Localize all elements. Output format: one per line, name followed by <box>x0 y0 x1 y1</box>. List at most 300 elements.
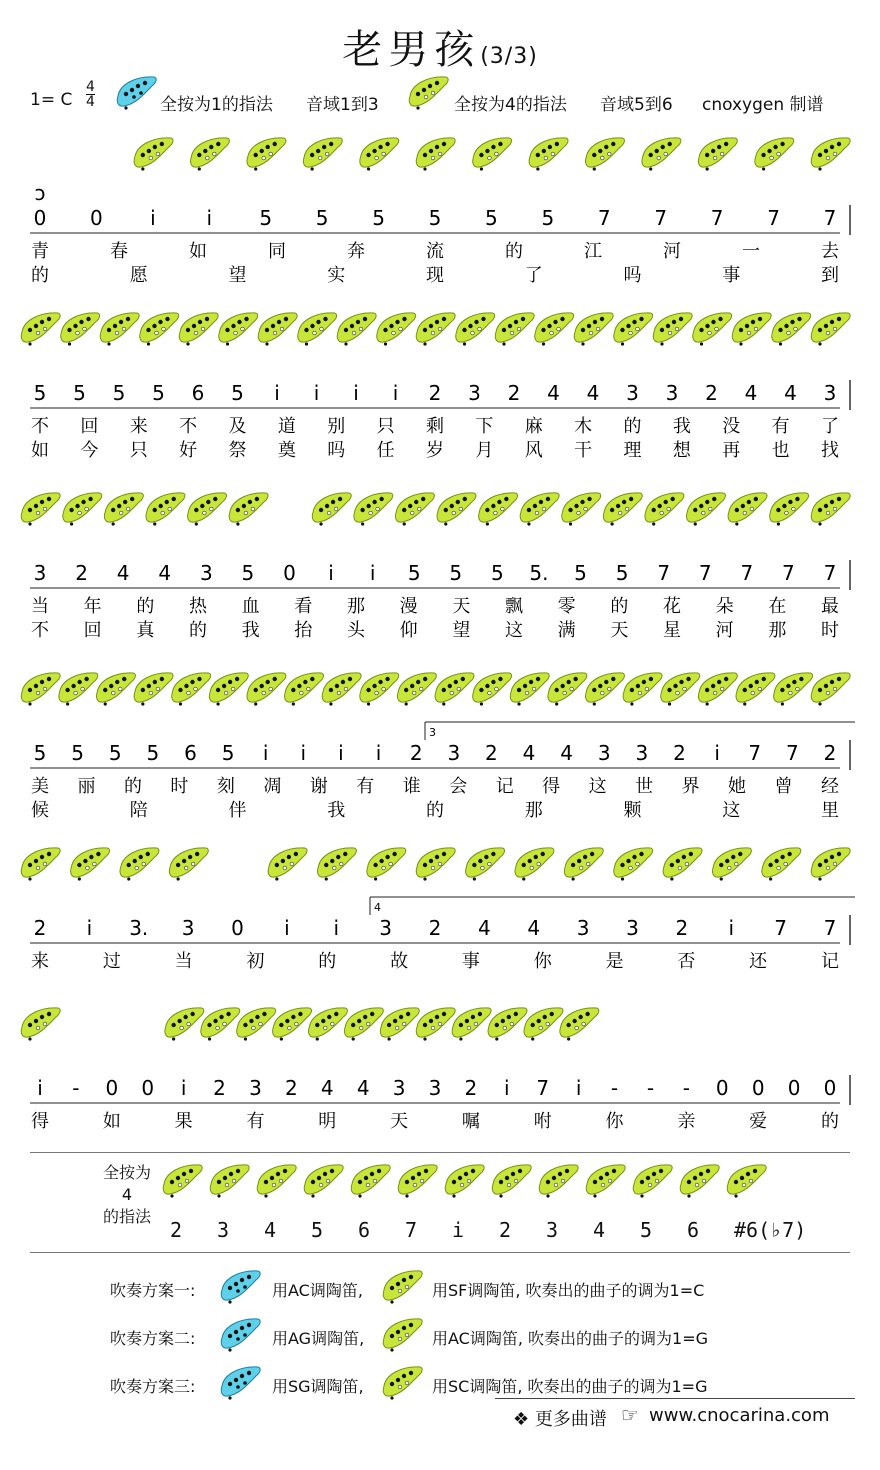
ocarina-icon <box>380 1268 430 1308</box>
site-url[interactable]: www.cnocarina.com <box>649 1405 830 1426</box>
ocarina-icon <box>774 673 813 706</box>
lyric-char: 初 <box>246 951 265 972</box>
lyric-char: 那 <box>768 620 787 641</box>
ocarina-icon <box>344 1008 383 1041</box>
lyric-char: 同 <box>268 241 286 262</box>
note: 5 <box>112 381 126 405</box>
note: 3 <box>249 1076 262 1100</box>
ocarina-icon <box>435 673 474 706</box>
lyric-char: 有 <box>356 776 375 797</box>
ocarina-icon <box>416 313 455 346</box>
note: 2 <box>485 741 498 765</box>
ocarina-icon <box>535 313 574 346</box>
lyric-char: 找 <box>821 440 839 461</box>
note: 7 <box>698 561 712 585</box>
note: 5 <box>33 381 47 405</box>
scale-note: 5 <box>311 1218 324 1242</box>
lyric-char: 时 <box>170 776 189 797</box>
lyric-char: 还 <box>749 951 768 972</box>
lyric-char: 我 <box>672 416 691 437</box>
note: - <box>646 1076 655 1100</box>
scheme-second: 用SC调陶笛, 吹奏出的曲子的调为1=G <box>432 1377 708 1396</box>
note: 3 <box>379 916 392 940</box>
lyric-char: 热 <box>189 596 207 617</box>
lyric-char: 剩 <box>426 416 444 437</box>
ocarina-icon <box>218 1268 268 1308</box>
footer <box>495 1398 855 1431</box>
ocarina-icon <box>210 1165 249 1198</box>
ocarina-icon <box>693 313 732 346</box>
lyric-char: 风 <box>524 440 543 461</box>
ocarina-icon <box>727 1165 766 1198</box>
note: 5 <box>71 741 84 765</box>
lyric-char: 事 <box>461 951 480 972</box>
lyric-char: 下 <box>475 416 494 437</box>
lyric-char: 如 <box>31 440 49 461</box>
lyric-char: 望 <box>452 620 471 641</box>
note: 3 <box>181 916 195 940</box>
lyric-char: 好 <box>179 440 198 461</box>
lyric-char: 仰 <box>399 620 418 641</box>
note: i <box>353 381 359 405</box>
ocarina-icon <box>586 138 625 171</box>
range-label-1: 音域1到3 <box>306 95 379 115</box>
ocarina-icon <box>268 848 307 881</box>
ocarina-icon <box>770 493 809 526</box>
note: 6 <box>184 741 197 765</box>
note: i <box>328 561 334 585</box>
scale-note: 5 <box>640 1218 653 1242</box>
key-signature: 1= C <box>30 90 73 110</box>
lyric-char: 真 <box>136 620 155 641</box>
lyric-char: 月 <box>475 440 494 461</box>
ocarina-icon <box>811 493 850 526</box>
lyric-char: 回 <box>83 620 102 641</box>
title-sub: (3/3) <box>480 44 538 69</box>
ocarina-icon <box>322 673 361 706</box>
note: i <box>504 1076 510 1100</box>
ocarina-icon <box>633 1165 672 1198</box>
ocarina-icon <box>367 848 406 881</box>
scale-note: #6(♭7) <box>734 1218 807 1242</box>
ocarina-icon <box>257 1165 296 1198</box>
ocarina-icon <box>603 493 642 526</box>
lyric-char: 我 <box>241 620 260 641</box>
ocarina-icon <box>229 493 268 526</box>
lyric-char: 也 <box>771 440 790 461</box>
ocarina-icon <box>698 673 737 706</box>
note: 4 <box>116 561 130 585</box>
lyric-char: 看 <box>294 596 313 617</box>
score-row <box>21 1008 850 1132</box>
ocarina-icon <box>172 673 211 706</box>
lyric-char: 刻 <box>216 776 235 797</box>
note: - <box>610 1076 619 1100</box>
ocarina-icon <box>71 848 110 881</box>
ocarina-icon <box>380 1008 419 1041</box>
lyric-char: 亲 <box>677 1111 696 1132</box>
note: 4 <box>527 916 541 940</box>
lyric-char: 来 <box>31 951 49 972</box>
lyric-char: 经 <box>821 776 839 797</box>
ocarina-icon <box>309 1008 348 1041</box>
ocarina-icon <box>303 138 342 171</box>
note: 7 <box>774 916 787 940</box>
lyric-char: 天 <box>452 596 471 617</box>
ocarina-icon <box>219 313 258 346</box>
note: 7 <box>740 561 754 585</box>
ocarina-icon <box>397 673 436 706</box>
lyric-char: 伴 <box>228 800 247 821</box>
lyric-char: 当 <box>174 951 193 972</box>
note: 5 <box>491 561 504 585</box>
lyric-char: 任 <box>376 440 395 461</box>
lyric-char: 的 <box>318 951 337 972</box>
lyric-char: 奔 <box>347 241 365 262</box>
lyric-char: 头 <box>347 620 365 641</box>
lyric-char: 的 <box>610 596 629 617</box>
lyric-char: 吗 <box>327 440 346 461</box>
note: 0 <box>105 1076 119 1100</box>
ocarina-icon <box>120 848 159 881</box>
note: 5 <box>615 561 629 585</box>
note: i <box>575 1076 582 1100</box>
lyric-char: 你 <box>533 951 552 972</box>
score-row <box>21 673 855 821</box>
lyric-char: 天 <box>610 620 629 641</box>
note: 7 <box>654 206 668 230</box>
author: cnoxygen 制谱 <box>702 95 824 115</box>
ocarina-icon <box>479 493 518 526</box>
score-row <box>30 138 850 286</box>
ocarina-icon <box>134 138 173 171</box>
lyric-char: 春 <box>110 241 128 262</box>
note: 2 <box>673 741 686 765</box>
lyric-char: 干 <box>574 440 593 461</box>
note: 7 <box>536 1076 550 1100</box>
lyric-char: 别 <box>327 416 346 437</box>
lyric-char: 没 <box>722 416 741 437</box>
ocarina-icon <box>21 493 60 526</box>
lyric-char: 是 <box>605 951 624 972</box>
scale-note: 3 <box>217 1218 230 1242</box>
lyric-char: 再 <box>722 440 741 461</box>
ocarina-icon <box>318 848 357 881</box>
note: 2 <box>75 561 88 585</box>
lyric-char: 及 <box>228 416 247 437</box>
lyric-char: 咐 <box>533 1111 552 1132</box>
note: 5 <box>574 561 587 585</box>
note: 5 <box>108 741 122 765</box>
ocarina-icon <box>473 673 512 706</box>
lyric-char: 里 <box>821 800 839 821</box>
scheme-label: 吹奏方案三: <box>110 1377 196 1396</box>
lyric-char: 世 <box>635 776 654 797</box>
ocarina-icon <box>312 493 351 526</box>
lyric-char: 去 <box>821 241 839 262</box>
ocarina-icon <box>728 493 767 526</box>
lyric-char: 到 <box>821 265 839 286</box>
ocarina-icon <box>218 1364 268 1404</box>
lyric-char: 的 <box>505 241 523 262</box>
scheme-second: 用AC调陶笛, 吹奏出的曲子的调为1=G <box>432 1329 708 1348</box>
ocarina-icon <box>218 1316 268 1356</box>
ocarina-icon <box>416 848 455 881</box>
lyric-char: 当 <box>31 596 49 617</box>
score-row <box>21 313 850 461</box>
lyric-char: 曾 <box>774 776 793 797</box>
note: 2 <box>675 916 689 940</box>
ocarina-icon <box>398 1165 437 1198</box>
lyric-char: 谁 <box>402 776 421 797</box>
ocarina-icon <box>466 848 505 881</box>
scale-note: 6 <box>687 1218 700 1242</box>
score-row <box>21 848 855 972</box>
lyric-char: 现 <box>426 265 444 286</box>
note: 3 <box>428 1076 442 1100</box>
ocarina-icon <box>140 313 179 346</box>
scale-note: 3 <box>546 1218 559 1242</box>
note: 2 <box>428 381 442 405</box>
ocarina-icon <box>96 673 135 706</box>
note: 2 <box>428 916 442 940</box>
lyric-char: 界 <box>681 776 700 797</box>
ocarina-icon <box>539 1165 578 1198</box>
note: 3 <box>33 561 47 585</box>
note: 7 <box>710 206 724 230</box>
lyric-char: 河 <box>663 241 681 262</box>
note: i <box>284 916 290 940</box>
lyric-char: 最 <box>821 596 839 617</box>
ocarina-icon <box>811 138 850 171</box>
note: 7 <box>597 206 611 230</box>
ocarina-icon <box>188 493 227 526</box>
note: 3. <box>129 916 149 940</box>
lyric-char: 回 <box>80 416 99 437</box>
ocarina-icon <box>642 138 681 171</box>
lyric-char: 否 <box>677 951 696 972</box>
note: 5 <box>315 206 329 230</box>
lyric-char: 道 <box>277 416 296 437</box>
ocarina-icon <box>520 493 559 526</box>
lyric-char: 她 <box>728 776 747 797</box>
note: 5 <box>231 381 244 405</box>
note: i <box>714 741 720 765</box>
lyric-char: 果 <box>174 1111 193 1132</box>
note: 0 <box>751 1076 765 1100</box>
note: 3 <box>576 916 590 940</box>
ocarina-icon <box>201 1008 240 1041</box>
note: 5 <box>372 206 385 230</box>
note: 0 <box>231 916 244 940</box>
ocarina-icon <box>755 138 794 171</box>
note: 2 <box>823 741 837 765</box>
note: i <box>728 916 735 940</box>
lyric-char: 的 <box>821 1111 839 1132</box>
scale-note: 6 <box>358 1218 371 1242</box>
ocarina-icon <box>515 848 554 881</box>
note: i <box>313 381 320 405</box>
lyric-char: 候 <box>31 800 49 821</box>
lyric-char: 明 <box>318 1111 337 1132</box>
note: 4 <box>547 381 560 405</box>
note: 7 <box>657 561 671 585</box>
ocarina-icon <box>811 673 850 706</box>
lyric-char: 你 <box>605 1111 624 1132</box>
note: 3 <box>199 561 213 585</box>
ocarina-icon <box>473 138 512 171</box>
lyric-char: 的 <box>123 776 142 797</box>
note: 0 <box>823 1076 837 1100</box>
volta-number: 4 <box>374 901 381 914</box>
note: 4 <box>586 381 600 405</box>
ocarina-icon <box>586 1165 625 1198</box>
ocarina-icon <box>564 848 603 881</box>
ocarina-icon <box>247 673 286 706</box>
ocarina-icon <box>247 138 286 171</box>
ocarina-icon <box>258 313 297 346</box>
fingering-label-1: 全按为1的指法 <box>160 95 273 115</box>
scheme-first: 用AC调陶笛, <box>272 1281 363 1300</box>
lyric-char: 不 <box>31 620 49 641</box>
score-row <box>21 493 850 641</box>
ocarina-icon <box>510 673 549 706</box>
ocarina-icon <box>445 1165 484 1198</box>
lyric-char: 了 <box>821 416 839 437</box>
note: 4 <box>560 741 574 765</box>
lyric-char: 颗 <box>623 800 642 821</box>
note: 7 <box>782 561 795 585</box>
ocarina-icon <box>163 1165 202 1198</box>
note: i <box>180 1076 187 1100</box>
ocarina-icon <box>614 313 653 346</box>
ocarina-icon <box>416 1008 455 1041</box>
lyric-char: 丽 <box>77 776 96 797</box>
scheme-second: 用SF调陶笛, 吹奏出的曲子的调为1=C <box>432 1281 705 1300</box>
lyric-char: 故 <box>390 951 409 972</box>
ocarina-icon <box>380 1316 430 1356</box>
note: 5 <box>541 206 555 230</box>
lyric-char: 得 <box>542 776 561 797</box>
lyric-char: 那 <box>347 596 365 617</box>
lyric-char: 麻 <box>524 416 543 437</box>
note: 5 <box>241 561 255 585</box>
ocarina-icon <box>614 848 653 881</box>
ocarina-icon <box>811 848 850 881</box>
ocarina-icon <box>548 673 587 706</box>
note: 3 <box>635 741 649 765</box>
note: 2 <box>284 1076 298 1100</box>
ocarina-icon <box>811 313 850 346</box>
ocarina-icon <box>488 1008 527 1041</box>
lyric-char: 愿 <box>129 265 148 286</box>
lyric-char: 理 <box>623 440 642 461</box>
note: 5 <box>407 561 421 585</box>
lyric-char: 陪 <box>129 800 148 821</box>
note: 7 <box>823 916 837 940</box>
volta-number: 3 <box>429 726 436 739</box>
scheme-label: 吹奏方案一: <box>110 1281 196 1300</box>
scheme-first: 用AG调陶笛, <box>272 1329 365 1348</box>
ocarina-icon <box>377 313 416 346</box>
note: 3 <box>665 381 679 405</box>
note: i <box>86 916 93 940</box>
note: i <box>300 741 307 765</box>
lyric-char: 青 <box>31 241 49 262</box>
note: 5 <box>33 741 47 765</box>
ocarina-icon <box>146 493 185 526</box>
ocarina-icon <box>524 1008 563 1041</box>
ocarina-icon <box>762 848 801 881</box>
more-scores-label: ❖ 更多曲谱 <box>513 1409 607 1430</box>
lyric-char: 吗 <box>623 265 642 286</box>
ocarina-icon <box>560 1008 599 1041</box>
ocarina-icon <box>452 1008 491 1041</box>
lyric-char: 江 <box>584 241 602 262</box>
note: 2 <box>464 1076 478 1100</box>
note: i <box>262 741 269 765</box>
lyric-char: 望 <box>228 265 247 286</box>
lyric-char: 这 <box>722 800 741 821</box>
note: 4 <box>478 916 491 940</box>
lyric-char: 的 <box>31 265 49 286</box>
lyric-char: 想 <box>672 440 691 461</box>
scale-note: 4 <box>593 1218 606 1242</box>
note: 0 <box>33 206 47 230</box>
ocarina-icon <box>653 313 692 346</box>
ocarina-icon <box>179 313 218 346</box>
note: i <box>369 561 376 585</box>
lyric-char: 凋 <box>263 776 282 797</box>
note: 3 <box>823 381 837 405</box>
lyric-char: 朵 <box>715 596 734 617</box>
note: 2 <box>507 381 521 405</box>
ocarina-icon <box>59 673 98 706</box>
ocarina-icon <box>416 138 455 171</box>
lyric-char: 天 <box>390 1111 409 1132</box>
lyric-char: 嘱 <box>461 1111 480 1132</box>
lyric-char: 飘 <box>505 596 523 617</box>
lyric-char: 血 <box>241 596 260 617</box>
lyric-char: 记 <box>821 951 839 972</box>
note: 0 <box>715 1076 729 1100</box>
note: 3 <box>626 381 639 405</box>
note: 0 <box>787 1076 801 1100</box>
note: i <box>375 741 382 765</box>
ocarina-icon <box>104 493 143 526</box>
note: i <box>338 741 344 765</box>
lyric-char: 满 <box>557 620 576 641</box>
breath-mark-icon: ↄ <box>34 181 46 205</box>
note: 4 <box>356 1076 370 1100</box>
lyric-char: 零 <box>557 596 576 617</box>
note: 7 <box>823 561 837 585</box>
lyric-char: 会 <box>449 776 468 797</box>
scale-note: i <box>452 1218 465 1242</box>
lyric-char: 实 <box>327 265 346 286</box>
ocarina-icon <box>456 313 495 346</box>
ocarina-icon <box>772 313 811 346</box>
scale-note: 7 <box>405 1218 418 1242</box>
lyric-char: 记 <box>495 776 514 797</box>
note: 4 <box>320 1076 334 1100</box>
ocarina-icon <box>61 313 100 346</box>
lyric-char: 我 <box>327 800 346 821</box>
scheme-first: 用SG调陶笛, <box>272 1377 364 1396</box>
note: 3 <box>468 381 481 405</box>
lyric-char: 有 <box>771 416 790 437</box>
lyric-char: 得 <box>31 1111 49 1132</box>
